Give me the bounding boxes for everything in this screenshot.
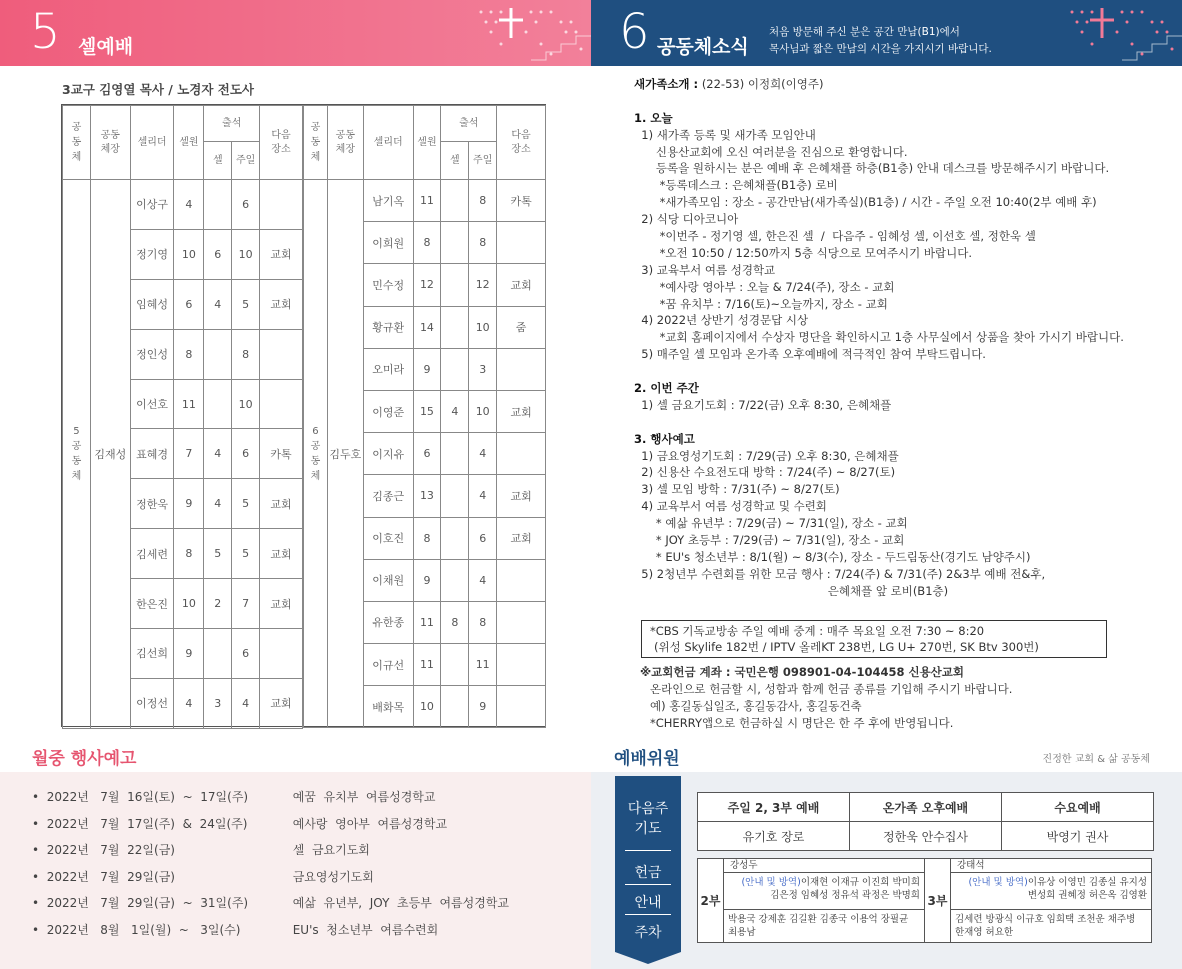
cell-sunday: 6 xyxy=(232,429,260,479)
cell-sunday: 4 xyxy=(469,559,497,601)
event-desc: EU's 청소년부 여름수련회 xyxy=(292,922,439,937)
col-community: 공동체 xyxy=(304,106,328,180)
header-cell-worship xyxy=(0,0,591,66)
event-date: 2022년 7월 16일(토) ~ 17일(주) xyxy=(46,790,249,804)
cell-leader: 정한욱 xyxy=(130,479,174,529)
cell-members: 11 xyxy=(413,180,441,222)
divider xyxy=(625,914,671,915)
subtitle-line: 목사님과 짧은 만남의 시간을 가지시기 바랍니다. xyxy=(769,43,992,55)
cell-cell xyxy=(441,559,469,601)
news-line: *꿈 유치부 : 7/16(토)~오늘까지, 장소 - 교회 xyxy=(634,296,888,311)
section-title: 공동체소식 xyxy=(657,36,749,58)
news-line: *예사랑 영아부 : 오늘 & 7/24(주), 장소 - 교회 xyxy=(634,279,895,294)
usher-names: 변성희 권혜정 허은옥 김영환 xyxy=(1027,890,1147,901)
usher-service-2 xyxy=(698,859,925,942)
cell-sunday: 10 xyxy=(232,229,260,279)
event-item xyxy=(32,917,591,944)
cell-place: 교회 xyxy=(497,517,546,559)
cell-place: 줌 xyxy=(497,306,546,348)
cell-sunday: 8 xyxy=(469,180,497,222)
cell-place xyxy=(497,433,546,475)
usher-head: 강태석 xyxy=(951,859,1151,873)
cell-cell xyxy=(441,222,469,264)
cell-place xyxy=(497,222,546,264)
cell-sunday: 8 xyxy=(232,329,260,379)
bullet-icon: • xyxy=(32,790,47,804)
cell-members: 7 xyxy=(174,429,204,479)
news-line: 3) 교육부서 여름 성경학교 xyxy=(634,262,776,277)
account-line: 온라인으로 헌금할 시, 성함과 함께 헌금 종류를 기입해 주시기 바랍니다. xyxy=(650,682,1013,696)
cell-leader: 황규환 xyxy=(363,306,413,348)
news-line: * EU's 청소년부 : 8/1(월) ~ 8/3(수), 장소 - 두드림동산(경기도 남양주시) xyxy=(634,549,1031,564)
cell-leader: 김선희 xyxy=(130,629,174,679)
cell-cell: 4 xyxy=(204,479,232,529)
prayer-name: 박영기 권사 xyxy=(1002,822,1154,851)
newcomer-value: (22-53) 이정희(이영주) xyxy=(701,77,824,91)
bullet-icon: • xyxy=(32,843,47,857)
cell-members: 14 xyxy=(413,306,441,348)
community-name: 5공동체 xyxy=(63,180,91,729)
cell-cell: 4 xyxy=(204,279,232,329)
pastor-line: 3교구 김영열 목사 / 노경자 전도사 xyxy=(62,82,254,97)
usher-guide-block xyxy=(951,874,1151,910)
side-label: 안내 xyxy=(634,895,662,911)
news-line: *교회 홈페이지에서 수상자 명단을 확인하시고 1층 사무실에서 상품을 찾아 가시기 바랍니다. xyxy=(634,330,1124,345)
news-line: *새가족모임 : 장소 - 공간만남(새가족실)(B1층) / 시간 - 주일 오전 10:40(2부 예배 후) xyxy=(634,195,1097,210)
news-line: 1) 새가족 등록 및 새가족 모임안내 xyxy=(634,127,816,142)
cell-cell xyxy=(441,180,469,222)
service-label: 2부 xyxy=(698,859,724,942)
prayer-table xyxy=(697,792,1154,851)
col-cell: 셀 xyxy=(441,142,469,180)
cell-members: 6 xyxy=(174,279,204,329)
account-title: ※교회헌금 계좌 : 국민은행 098901-04-104458 신용산교회 xyxy=(640,665,965,679)
cell-members: 9 xyxy=(174,479,204,529)
usher-guide-block xyxy=(724,874,924,910)
notice-line: *CBS 기독교방송 주일 예배 중계 : 매주 목요일 오전 7:30 ~ 8:20 xyxy=(650,624,985,638)
decorative-dots-icon xyxy=(471,4,591,62)
events-title: 월중 행사예고 xyxy=(32,749,137,769)
news-line xyxy=(634,414,1154,431)
cell-sunday: 7 xyxy=(232,579,260,629)
cell-sunday: 10 xyxy=(232,379,260,429)
cell-sunday: 6 xyxy=(469,517,497,559)
cell-cell xyxy=(441,644,469,686)
cell-members: 10 xyxy=(174,579,204,629)
section-subtitle xyxy=(769,24,992,58)
notice-line: (위성 Skylife 182번 / IPTV 올레KT 238번, LG U+ 270번, SK Btv 300번) xyxy=(654,640,1039,654)
cell-leader: 이호진 xyxy=(363,517,413,559)
cell-sunday: 10 xyxy=(469,390,497,432)
cell-place xyxy=(260,629,303,679)
cell-members: 13 xyxy=(413,475,441,517)
event-date: 2022년 8월 1일(월) ~ 3일(수) xyxy=(46,922,241,937)
side-label: 주차 xyxy=(634,925,662,941)
decorative-dots-icon xyxy=(1062,4,1182,62)
cell-members: 6 xyxy=(413,433,441,475)
cell-cell: 2 xyxy=(204,579,232,629)
cell-place: 카톡 xyxy=(260,429,303,479)
divider xyxy=(625,850,671,851)
account-line: 예) 홍길동십일조, 홍길동감사, 홍길동건축 xyxy=(650,699,862,713)
cell-cell: 4 xyxy=(204,429,232,479)
cell-cell: 6 xyxy=(204,229,232,279)
cell-leader: 정인성 xyxy=(130,329,174,379)
news-list xyxy=(634,93,1154,600)
community-news xyxy=(634,76,1154,600)
usher-names: 김세련 방광식 이규호 임희택 조천운 채주병 xyxy=(955,914,1136,925)
cell-leader: 김종근 xyxy=(363,475,413,517)
col-sunday: 주일 xyxy=(469,142,497,180)
news-line: * 예삶 유년부 : 7/29(금) ~ 7/31(일), 장소 - 교회 xyxy=(634,516,908,531)
cell-place xyxy=(497,601,546,643)
highlight-label: (안내 및 방역) xyxy=(968,877,1028,888)
section-number: 5 xyxy=(30,4,61,60)
event-date: 2022년 7월 22일(금) xyxy=(46,843,175,857)
col-members: 셀원 xyxy=(413,106,441,180)
bullet-icon: • xyxy=(32,896,47,910)
cell-members: 8 xyxy=(174,329,204,379)
table-row xyxy=(304,180,546,222)
cell-leader: 유한종 xyxy=(363,601,413,643)
event-desc: 예삶 유년부, JOY 초등부 여름성경학교 xyxy=(292,896,509,910)
cell-leader: 이규선 xyxy=(363,644,413,686)
bullet-icon: • xyxy=(32,922,47,937)
cell-leader: 이정선 xyxy=(130,678,174,728)
cell-cell xyxy=(441,517,469,559)
news-line: * JOY 초등부 : 7/29(금) ~ 7/31(일), 장소 - 교회 xyxy=(634,533,905,548)
cell-members: 11 xyxy=(413,644,441,686)
news-line: 1) 셀 금요기도회 : 7/22(금) 오후 8:30, 은혜채플 xyxy=(634,397,892,412)
event-date: 2022년 7월 29일(금) ~ 31일(주) xyxy=(46,896,249,910)
cell-place xyxy=(260,329,303,379)
news-line: *오전 10:50 / 12:50까지 5층 식당으로 모여주시기 바랍니다. xyxy=(634,245,973,260)
usher-parking-block xyxy=(951,911,1151,941)
cell-leader: 정기영 xyxy=(130,229,174,279)
cell-cell xyxy=(441,433,469,475)
cell-sunday: 12 xyxy=(469,264,497,306)
cell-members: 8 xyxy=(413,517,441,559)
bullet-icon: • xyxy=(32,869,47,884)
news-line: 5) 2청년부 수련회를 위한 모금 행사 : 7/24(주) & 7/31(주) 2&3부 예배 전&후, xyxy=(634,566,1046,581)
section-title: 셀예배 xyxy=(78,36,134,58)
usher-parking-block xyxy=(724,911,924,941)
cell-leader: 오미라 xyxy=(363,348,413,390)
news-heading: 1. 오늘 xyxy=(634,110,673,125)
cell-sunday: 4 xyxy=(469,475,497,517)
cell-members: 4 xyxy=(174,678,204,728)
cell-leader: 표혜경 xyxy=(130,429,174,479)
news-line: 2) 신용산 수요전도대 방학 : 7/24(주) ~ 8/27(토) xyxy=(634,465,896,480)
cell-sunday: 8 xyxy=(469,222,497,264)
table-row xyxy=(63,180,303,230)
event-desc: 예꿈 유치부 여름성경학교 xyxy=(292,790,436,804)
cell-members: 8 xyxy=(174,529,204,579)
cell-place: 교회 xyxy=(260,479,303,529)
newcomer-label: 새가족소개 : xyxy=(634,77,699,91)
cell-leader: 이희원 xyxy=(363,222,413,264)
event-desc: 예사랑 영아부 여름성경학교 xyxy=(292,816,448,831)
event-item xyxy=(32,837,591,864)
event-list xyxy=(32,784,591,943)
section-number: 6 xyxy=(619,4,650,60)
cell-place xyxy=(497,644,546,686)
community-head: 김재성 xyxy=(90,180,130,729)
cell-place: 교회 xyxy=(260,579,303,629)
cell-members: 12 xyxy=(413,264,441,306)
cell-leader: 임혜성 xyxy=(130,279,174,329)
bullet-icon: • xyxy=(32,816,47,831)
prayer-col-header: 온가족 오후예배 xyxy=(850,793,1002,822)
news-line: 등록을 원하시는 분은 예배 후 은혜채플 하층(B1층) 안내 데스크를 방문해주시기 바랍니다. xyxy=(634,161,1110,176)
col-sunday: 주일 xyxy=(232,142,260,180)
cell-leader: 남기옥 xyxy=(363,180,413,222)
cell-cell xyxy=(441,686,469,728)
usher-table xyxy=(697,858,1152,943)
cell-members: 11 xyxy=(174,379,204,429)
cell-place: 교회 xyxy=(260,529,303,579)
cell-members: 15 xyxy=(413,390,441,432)
cell-sunday: 3 xyxy=(469,348,497,390)
events-panel xyxy=(0,772,591,969)
highlight-label: (안내 및 방역) xyxy=(741,877,801,888)
col-attend: 출석 xyxy=(204,106,260,142)
cell-members: 9 xyxy=(413,559,441,601)
cell-sunday: 4 xyxy=(232,678,260,728)
cell-place xyxy=(497,686,546,728)
cell-leader: 이선호 xyxy=(130,379,174,429)
usher-names: 한재영 허요한 xyxy=(955,927,1014,938)
cell-members: 4 xyxy=(174,180,204,230)
usher-names: 이재현 이재규 이진희 박미희 xyxy=(800,877,920,888)
cell-members: 10 xyxy=(413,686,441,728)
cell-place: 교회 xyxy=(497,390,546,432)
cell-sunday: 5 xyxy=(232,279,260,329)
sidebar-arrow xyxy=(615,952,681,964)
usher-head: 강성두 xyxy=(724,859,924,873)
col-leader: 셀리더 xyxy=(130,106,174,180)
worship-sidebar xyxy=(615,776,681,952)
cell-cell xyxy=(204,629,232,679)
cell-sunday: 6 xyxy=(232,629,260,679)
usher-service-3 xyxy=(925,859,1151,942)
cell-sunday: 5 xyxy=(232,479,260,529)
cell-cell xyxy=(441,306,469,348)
cell-leader: 이상구 xyxy=(130,180,174,230)
cell-table-left xyxy=(62,105,303,729)
cell-place: 교회 xyxy=(497,264,546,306)
news-line: 5) 매주일 셀 모임과 온가족 오후예배에 적극적인 참여 부탁드립니다. xyxy=(634,347,986,362)
side-label: 다음주 xyxy=(627,801,669,817)
side-label: 기도 xyxy=(634,821,662,837)
news-line xyxy=(634,93,1154,110)
community-name: 6공동체 xyxy=(304,180,328,728)
cell-cell xyxy=(441,264,469,306)
cell-place xyxy=(260,180,303,230)
cell-place: 카톡 xyxy=(497,180,546,222)
subtitle-line: 처음 방문해 주신 분은 공간 만남(B1)에서 xyxy=(769,26,960,38)
worship-committee-title: 예배위원 xyxy=(614,749,680,769)
cell-members: 9 xyxy=(413,348,441,390)
cell-sunday: 9 xyxy=(469,686,497,728)
cell-members: 8 xyxy=(413,222,441,264)
account-line: *CHERRY앱으로 헌금하실 시 명단은 한 주 후에 반영됩니다. xyxy=(650,716,954,730)
event-item xyxy=(32,890,591,917)
cell-members: 9 xyxy=(174,629,204,679)
divider xyxy=(625,884,671,885)
news-line: 4) 2022년 상반기 성경문답 시상 xyxy=(634,313,809,328)
col-community: 공동체 xyxy=(63,106,91,180)
event-date: 2022년 7월 29일(금) xyxy=(46,869,175,884)
offering-account xyxy=(640,664,1012,732)
cell-place xyxy=(497,559,546,601)
cell-cell: 3 xyxy=(204,678,232,728)
side-label: 헌금 xyxy=(634,865,662,881)
cell-place: 교회 xyxy=(260,678,303,728)
cell-members: 11 xyxy=(413,601,441,643)
cell-members: 10 xyxy=(174,229,204,279)
header-community-news xyxy=(591,0,1182,66)
news-line: 4) 교육부서 여름 성경학교 및 수련회 xyxy=(634,499,827,514)
cell-cell: 4 xyxy=(441,390,469,432)
cell-place: 교회 xyxy=(260,229,303,279)
cell-sunday: 4 xyxy=(469,433,497,475)
cell-cell xyxy=(441,475,469,517)
tagline: 진정한 교회 & 삶 공동체 xyxy=(1042,754,1150,765)
news-line: *등록데스크 : 은혜채플(B1층) 로비 xyxy=(634,178,838,193)
news-line: 2) 식당 디아코니아 xyxy=(634,212,739,227)
cell-leader: 이영준 xyxy=(363,390,413,432)
cell-cell xyxy=(204,180,232,230)
cell-cell: 5 xyxy=(204,529,232,579)
prayer-name: 정한욱 안수집사 xyxy=(850,822,1002,851)
event-desc: 셀 금요기도회 xyxy=(292,843,370,857)
cell-sunday: 11 xyxy=(469,644,497,686)
service-label: 3부 xyxy=(925,859,951,942)
worship-committee-panel xyxy=(591,772,1182,969)
col-head: 공동체장 xyxy=(327,106,363,180)
cell-leader: 한은진 xyxy=(130,579,174,629)
cell-cell xyxy=(204,379,232,429)
news-line xyxy=(634,363,1154,380)
news-line: 은혜채플 앞 로비(B1층) xyxy=(634,583,949,598)
cell-leader: 배화목 xyxy=(363,686,413,728)
col-place: 다음장소 xyxy=(260,106,303,180)
prayer-col-header: 주일 2, 3부 예배 xyxy=(698,793,850,822)
news-heading: 2. 이번 주간 xyxy=(634,381,699,396)
cell-cell: 8 xyxy=(441,601,469,643)
cell-cell xyxy=(441,348,469,390)
cell-sunday: 5 xyxy=(232,529,260,579)
event-date: 2022년 7월 17일(주) & 24일(주) xyxy=(46,816,248,831)
cell-sunday: 6 xyxy=(232,180,260,230)
news-line: 1) 금요영성기도회 : 7/29(금) 오후 8:30, 은혜채플 xyxy=(634,448,899,463)
event-item xyxy=(32,784,591,811)
cell-place xyxy=(260,379,303,429)
cell-leader: 이채원 xyxy=(363,559,413,601)
col-cell: 셀 xyxy=(204,142,232,180)
usher-names: 박용국 강제훈 김길환 김종국 이용억 장필균 xyxy=(728,914,909,925)
cell-table-right xyxy=(303,105,546,728)
cell-place: 교회 xyxy=(497,475,546,517)
event-item xyxy=(32,864,591,891)
event-desc: 금요영성기도회 xyxy=(292,869,374,884)
news-line: *이번주 - 정기영 셀, 한은진 셀 / 다음주 - 임혜성 셀, 이선호 셀, 정한욱 셀 xyxy=(634,229,1036,244)
cell-place: 교회 xyxy=(260,279,303,329)
usher-names: 최용남 xyxy=(728,927,756,938)
cell-sunday: 8 xyxy=(469,601,497,643)
usher-names: 김은정 임혜성 정유석 곽정은 박명희 xyxy=(770,890,920,901)
prayer-name: 유기호 장로 xyxy=(698,822,850,851)
event-item xyxy=(32,811,591,838)
cell-sunday: 10 xyxy=(469,306,497,348)
news-heading: 3. 행사예고 xyxy=(634,431,695,446)
col-members: 셀원 xyxy=(174,106,204,180)
cell-leader: 이지유 xyxy=(363,433,413,475)
col-place: 다음장소 xyxy=(497,106,546,180)
col-leader: 셀리더 xyxy=(363,106,413,180)
usher-names: 이유상 이영민 김종실 유지성 xyxy=(1027,877,1147,888)
community-head: 김두호 xyxy=(327,180,363,728)
cell-leader: 김세련 xyxy=(130,529,174,579)
col-attend: 출석 xyxy=(441,106,497,142)
cell-leader: 민수정 xyxy=(363,264,413,306)
news-line: 신용산교회에 오신 여러분을 진심으로 환영합니다. xyxy=(634,144,908,159)
cell-attendance-grid xyxy=(61,104,546,727)
news-line: 3) 셀 모임 방학 : 7/31(주) ~ 8/27(토) xyxy=(634,482,840,497)
cell-place xyxy=(497,348,546,390)
broadcast-notice xyxy=(641,620,1107,658)
newcomer-line xyxy=(634,76,1154,93)
col-head: 공동체장 xyxy=(90,106,130,180)
prayer-col-header: 수요예배 xyxy=(1002,793,1154,822)
cell-cell xyxy=(204,329,232,379)
